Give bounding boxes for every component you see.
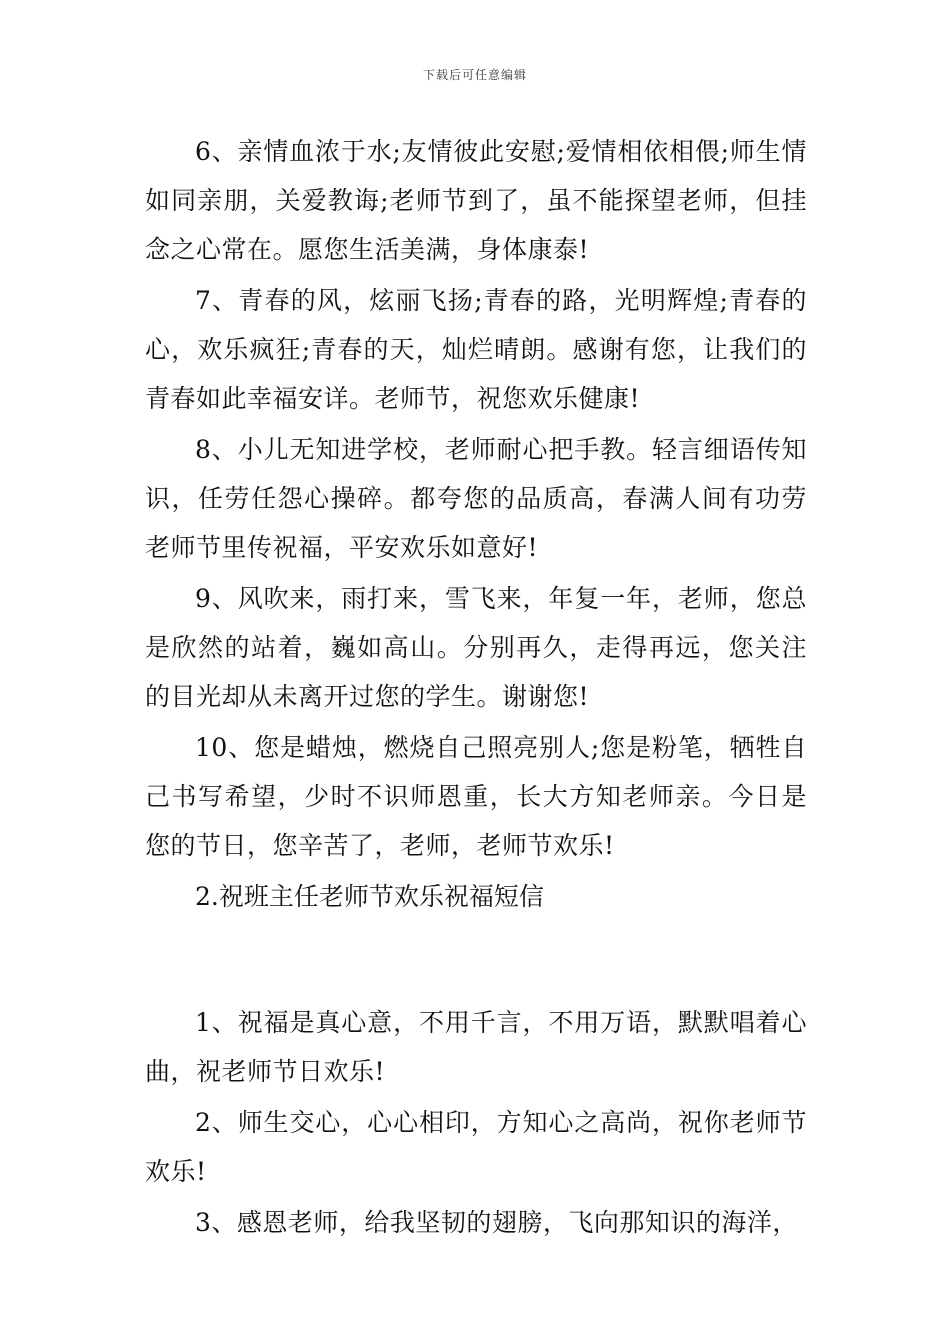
paragraph-2: 2、师生交心，心心相印，方知心之高尚，祝你老师节欢乐! xyxy=(145,1108,807,1186)
paragraph-6: 6、亲情血浓于水;友情彼此安慰;爱情相依相偎;师生情如同亲朋，关爱教诲;老师节到了，虽不能探望老师，但挂念之心常在。愿您生活美满，身体康泰! xyxy=(145,137,807,264)
paragraph-9: 9、风吹来，雨打来，雪飞来，年复一年，老师，您总是欣然的站着，巍如高山。分别再久，走得再远，您关注的目光却从未离开过您的学生。谢谢您! xyxy=(145,584,807,711)
paragraph-10: 10、您是蜡烛，燃烧自己照亮别人;您是粉笔，牺牲自己书写希望，少时不识师恩重，长大方知老师亲。今日是您的节日，您辛苦了，老师，老师节欢乐! xyxy=(145,733,807,860)
paragraph-3: 3、感恩老师，给我坚韧的翅膀，飞向那知识的海洋， xyxy=(195,1208,798,1237)
document-body xyxy=(145,127,807,1249)
paragraph-8: 8、小儿无知进学校，老师耐心把手教。轻言细语传知识，任劳任怨心操碎。都夸您的品质高，春满人间有功劳老师节里传祝福，平安欢乐如意好! xyxy=(145,435,807,562)
header-note: 下载后可任意编辑 xyxy=(422,68,527,82)
section-heading: 2.祝班主任老师节欢乐祝福短信 xyxy=(195,882,544,911)
section-spacer xyxy=(145,923,807,998)
paragraph-7: 7、青春的风，炫丽飞扬;青春的路，光明辉煌;青春的心，欢乐疯狂;青春的天，灿烂晴朗。感谢有您，让我们的青春如此幸福安详。老师节，祝您欢乐健康! xyxy=(145,286,807,413)
paragraph-1: 1、祝福是真心意，不用千言，不用万语，默默唱着心曲，祝老师节日欢乐! xyxy=(145,1008,807,1086)
